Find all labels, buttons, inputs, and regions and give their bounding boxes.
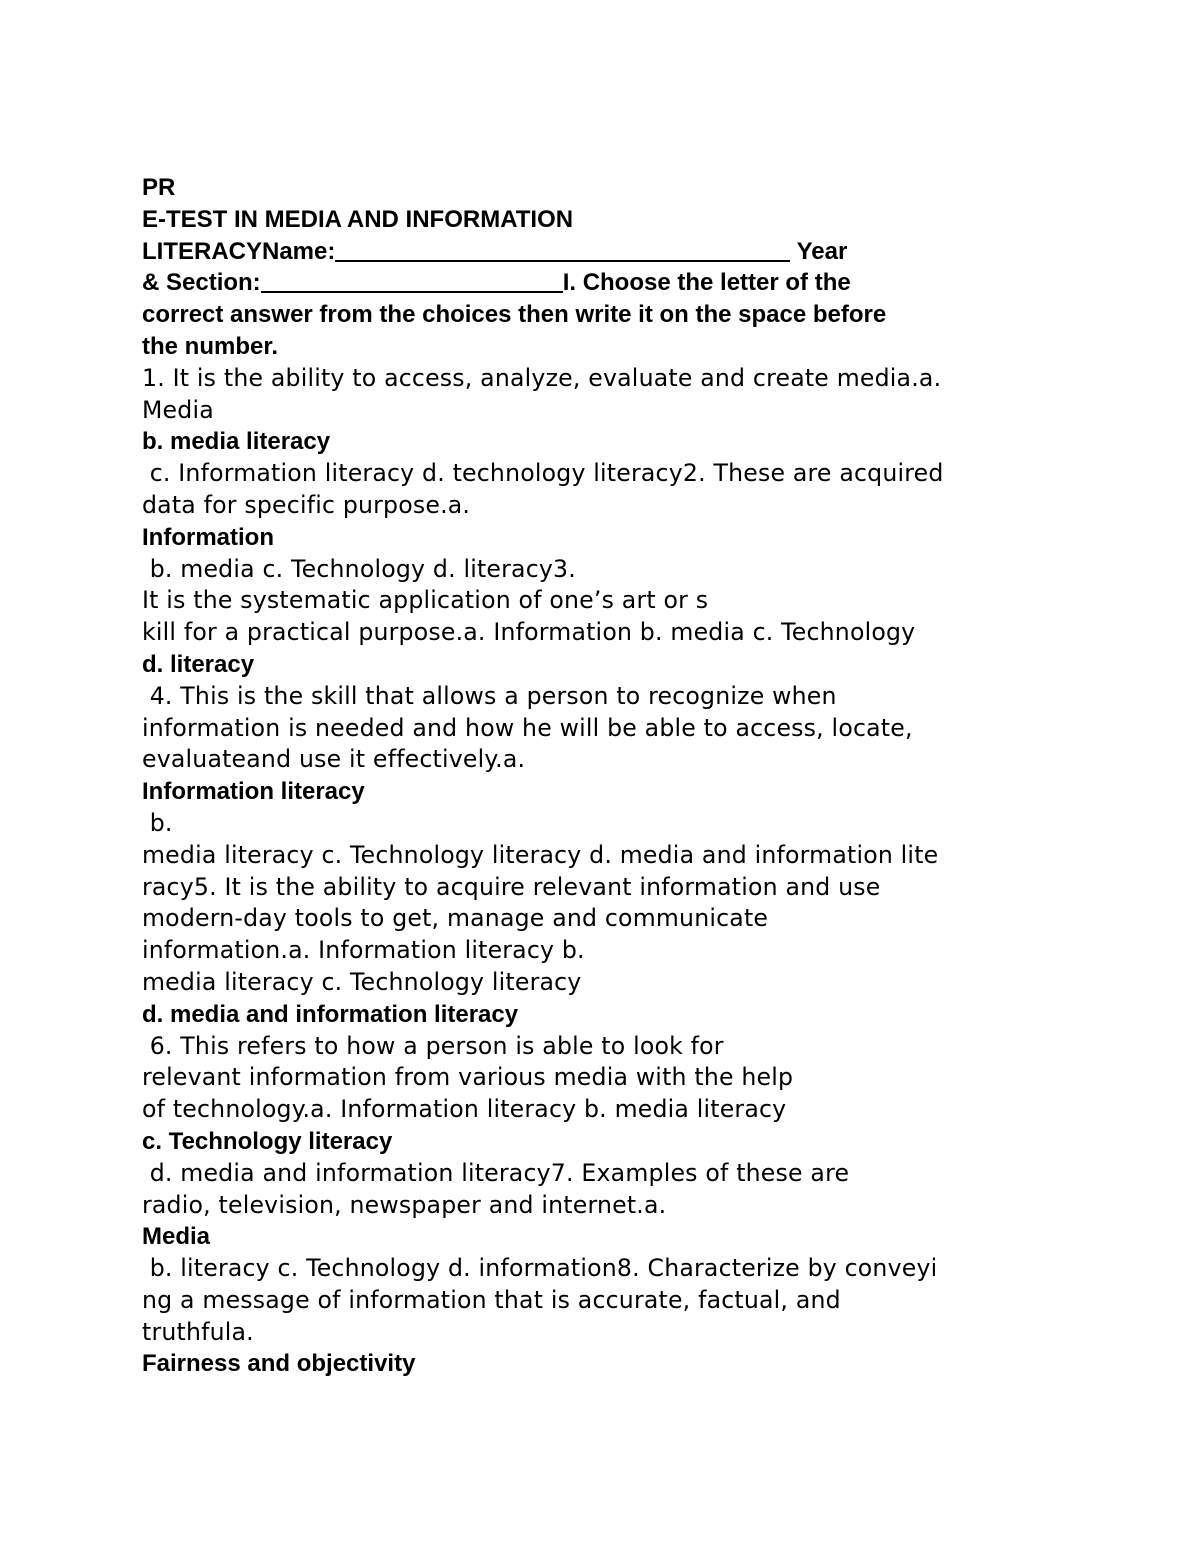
title-line-1: PR <box>142 174 176 201</box>
question-5-text: racy5. It is the ability to acquire relevant information and use <box>142 872 881 901</box>
question-5-choices: media literacy c. Technology literacy <box>142 967 582 996</box>
section-line <box>142 267 1142 299</box>
question-2-text-cont: data for specific purpose.a. <box>142 490 471 519</box>
question-2-text: c. Information literacy d. technology literacy2. These are acquired <box>142 459 944 488</box>
question-1-text: 1. It is the ability to access, analyze, evaluate and create media.a. <box>142 363 942 392</box>
question-7-answer: Media <box>142 1223 211 1251</box>
question-8-text: b. literacy c. Technology d. information8. Characterize by conveyi <box>142 1254 938 1283</box>
year-label: Year <box>790 237 848 265</box>
question-2-answer: Information <box>142 523 274 551</box>
question-6-answer: c. Technology literacy <box>142 1127 393 1155</box>
document-page <box>142 172 1142 1380</box>
question-8-text-end: truthfula. <box>142 1317 254 1346</box>
question-3-text: It is the systematic application of one’s art or s <box>142 586 709 615</box>
question-8-text-cont: ng a message of information that is accurate, factual, and <box>142 1285 841 1314</box>
section-label: & Section: <box>142 269 261 297</box>
section-blank <box>261 269 563 293</box>
question-3-answer: d. literacy <box>142 650 255 678</box>
question-3-text-cont: kill for a practical purpose.a. Information b. media c. Technology <box>142 618 916 647</box>
question-6-text: 6. This refers to how a person is able to look for <box>142 1031 724 1060</box>
question-4-choices: media literacy c. Technology literacy d. media and information lite <box>142 840 939 869</box>
name-blank <box>335 238 790 262</box>
question-3-choices: b. media c. Technology d. literacy3. <box>142 554 576 583</box>
name-line <box>142 236 1142 268</box>
instruction-start: I. Choose the letter of the <box>562 269 851 297</box>
name-label: LITERACYName: <box>142 237 336 265</box>
title-line-2: E-TEST IN MEDIA AND INFORMATION <box>142 205 574 233</box>
question-8-answer: Fairness and objectivity <box>142 1350 416 1378</box>
instruction-line-2: correct answer from the choices then write it on the space before <box>142 301 887 329</box>
question-4-answer: Information literacy <box>142 778 365 806</box>
question-4-text: 4. This is the skill that allows a person to recognize when <box>142 681 837 710</box>
question-5-answer: d. media and information literacy <box>142 1000 519 1028</box>
question-7-text-cont: radio, television, newspaper and internet.a. <box>142 1190 667 1219</box>
question-6-text-cont: relevant information from various media with the help <box>142 1063 794 1092</box>
question-4-text-end: evaluateand use it effectively.a. <box>142 745 526 774</box>
question-7-text: d. media and information literacy7. Examples of these are <box>142 1158 850 1187</box>
instruction-line-3: the number. <box>142 332 279 360</box>
question-4-text-cont: information is needed and how he will be able to access, locate, <box>142 713 913 742</box>
question-5-text-cont: modern-day tools to get, manage and communicate <box>142 904 769 933</box>
question-1-answer: b. media literacy <box>142 428 331 456</box>
question-1-choice-a: Media <box>142 395 214 424</box>
question-4-choice-b: b. <box>142 808 173 837</box>
question-5-text-end: information.a. Information literacy b. <box>142 936 585 965</box>
question-6-choices: of technology.a. Information literacy b. media literacy <box>142 1095 787 1124</box>
